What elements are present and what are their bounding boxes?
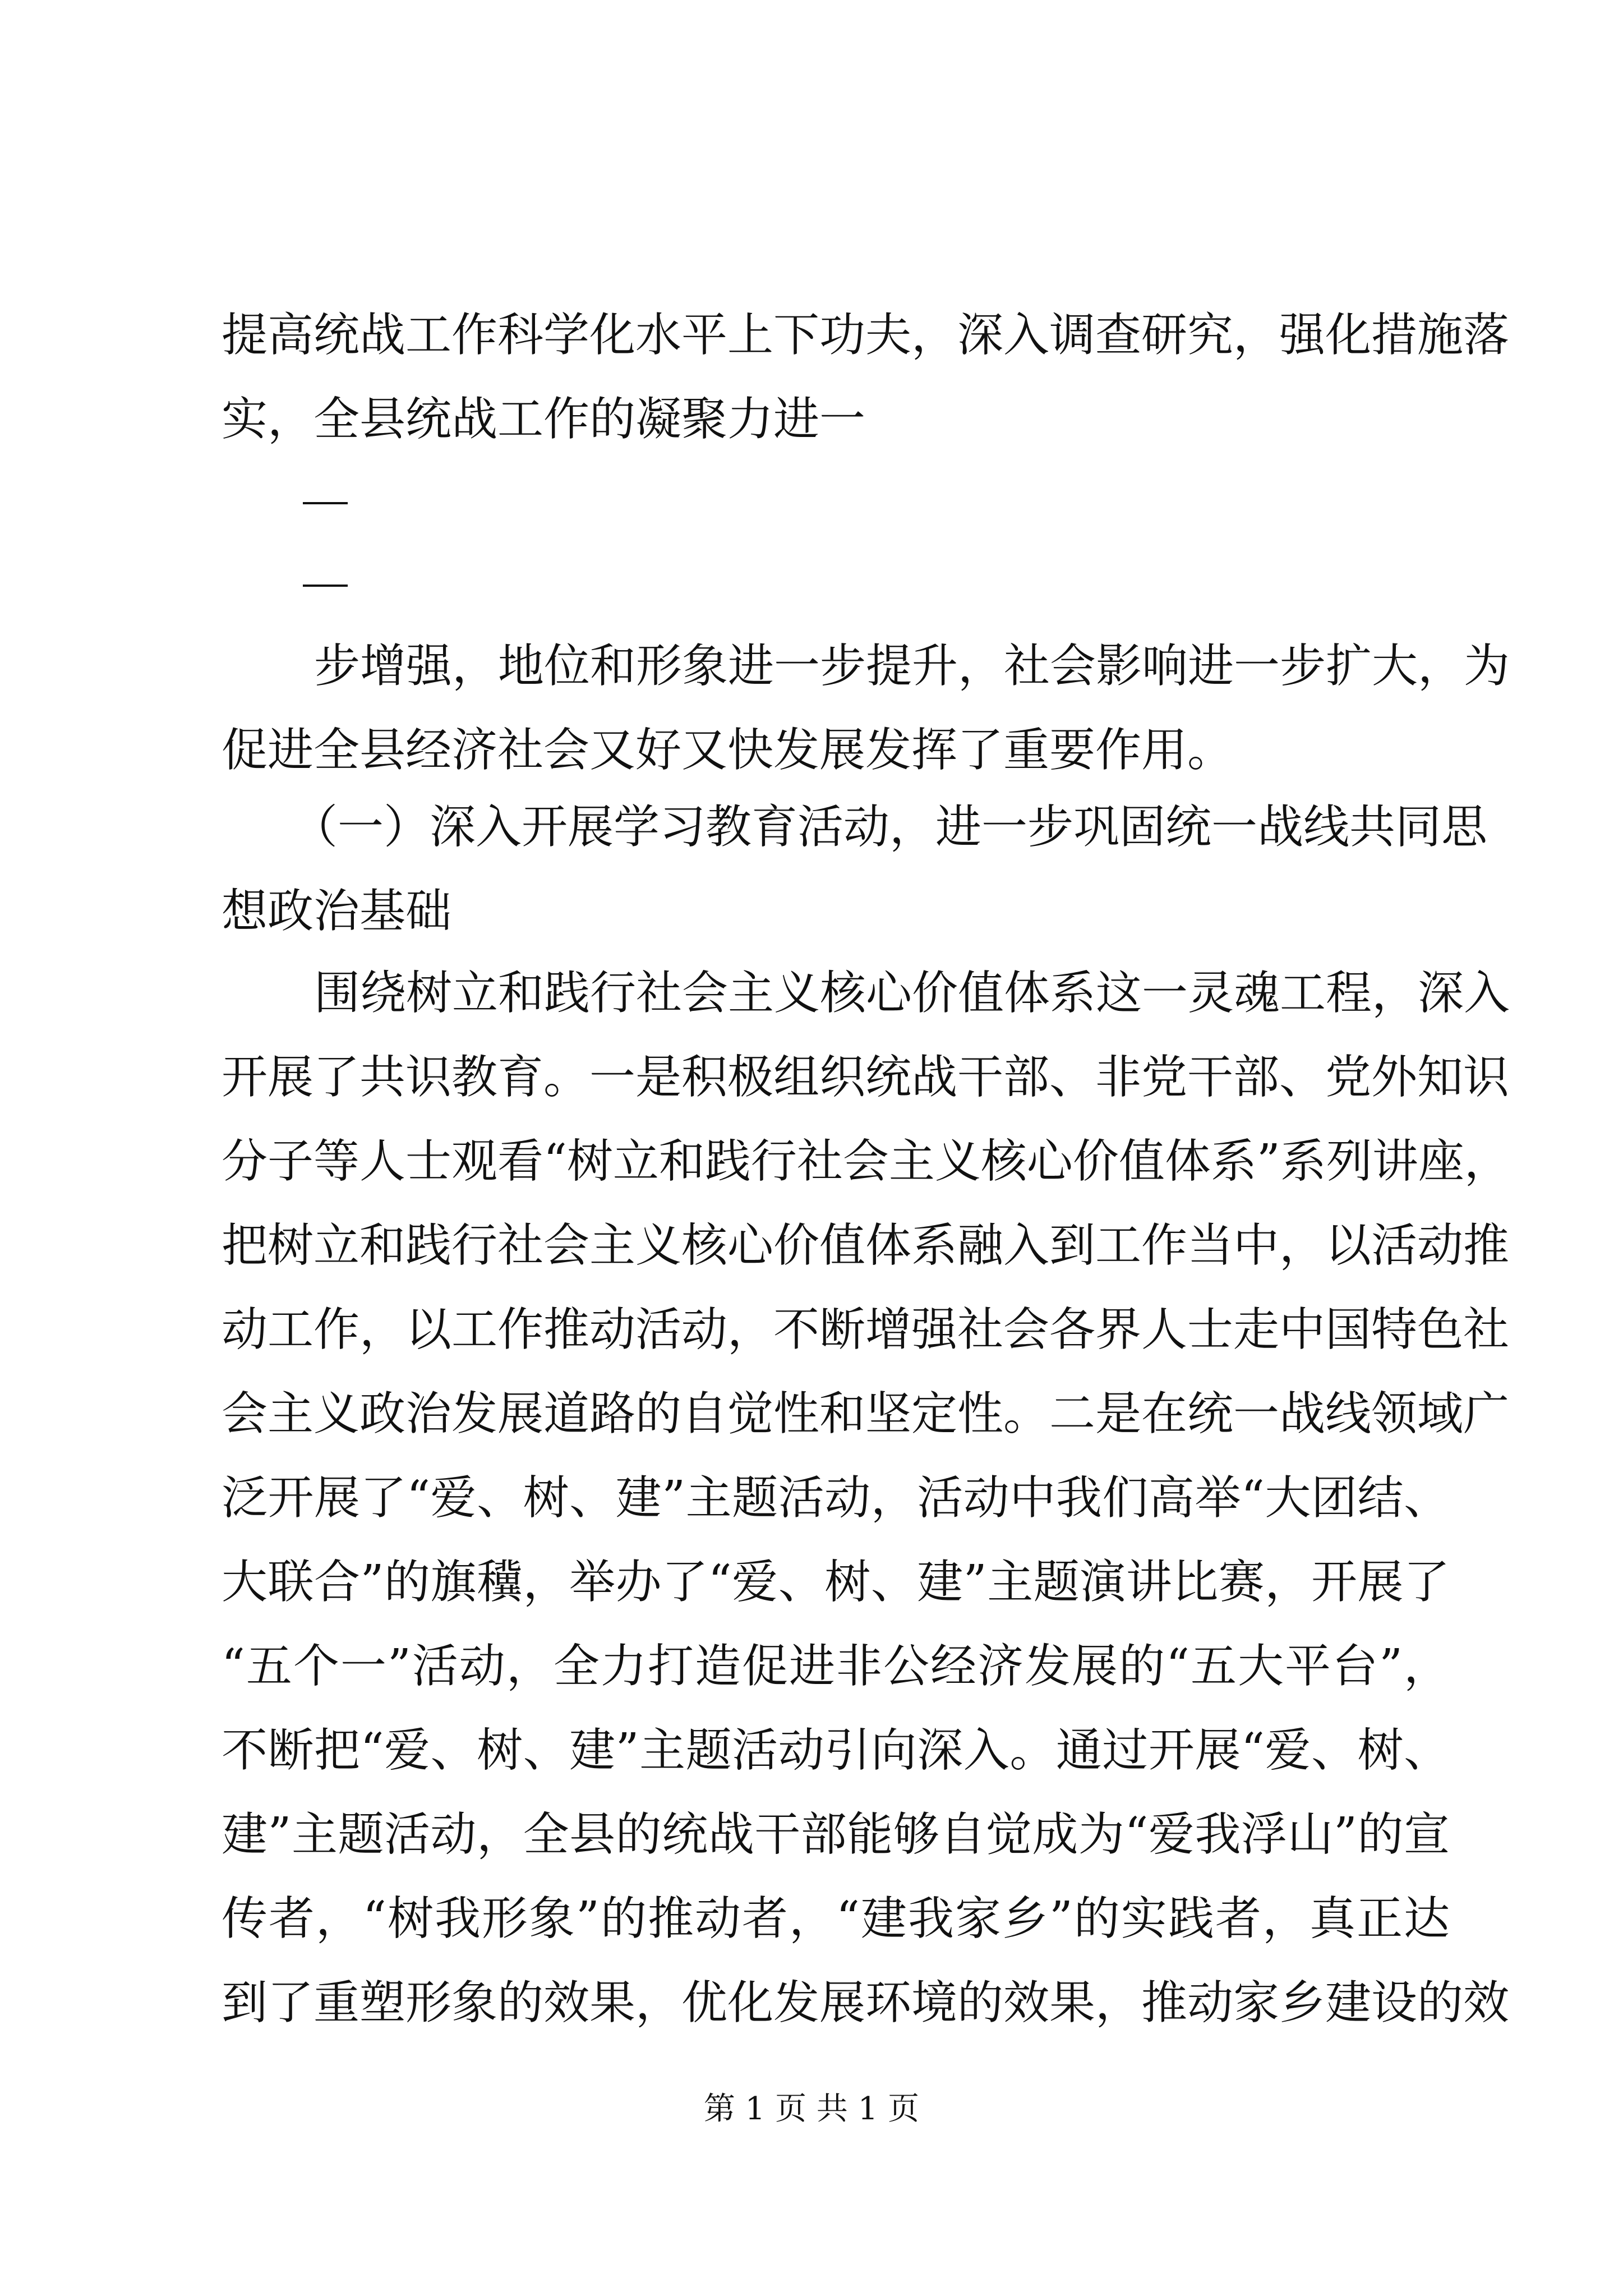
- text-line: 促进全县经济社会又好又快发展发挥了重要作用。: [222, 724, 1234, 777]
- text-line: 到了重塑形象的效果，优化发展环境的效果，推动家乡建设的效: [222, 1976, 1510, 2030]
- text-line: 不断把“爱、树、建”主题活动引向深入。通过开展“爱、树、: [222, 1724, 1450, 1777]
- text-line: 围绕树立和践行社会主义核心价值体系这一灵魂工程，深入: [314, 967, 1510, 1020]
- section-heading: （一）深入开展学习教育活动，进一步巩固统一战线共同思: [292, 800, 1488, 854]
- text-line: 动工作，以工作推动活动，不断增强社会各界人士走中国特色社: [222, 1303, 1510, 1356]
- text-line: 把树立和践行社会主义核心价值体系融入到工作当中，以活动推: [222, 1219, 1510, 1272]
- text-line: 步增强，地位和形象进一步提升，社会影响进一步扩大，为: [314, 639, 1510, 693]
- section-heading: 想政治基础: [222, 885, 452, 938]
- text-line: “五个一”活动，全力打造促进非公经济发展的“五大平台”，: [222, 1640, 1450, 1693]
- text-line: 实，全县统战工作的凝聚力进一: [222, 393, 866, 446]
- text-line: 提高统战工作科学化水平上下功夫，深入调查研究，强化措施落: [222, 309, 1510, 362]
- text-line: 传者，“树我形象”的推动者，“建我家乡”的实践者，真正达: [222, 1892, 1450, 1945]
- text-line: 会主义政治发展道路的自觉性和坚定性。二是在统一战线领域广: [222, 1387, 1510, 1441]
- text-line: 开展了共识教育。一是积极组织统战干部、非党干部、党外知识: [222, 1051, 1510, 1104]
- text-line: 泛开展了“爱、树、建”主题活动，活动中我们高举“大团结、: [222, 1471, 1450, 1525]
- text-line: 建”主题活动，全县的统战干部能够自觉成为“爱我浮山”的宣: [222, 1808, 1450, 1861]
- dash-mark: [303, 585, 348, 587]
- text-line: 分子等人士观看“树立和践行社会主义核心价值体系”系列讲座，: [222, 1135, 1510, 1188]
- dash-mark: [303, 502, 348, 504]
- text-line: 大联合”的旗䆊，举办了“爱、树、建”主题演讲比赛，开展了: [222, 1556, 1450, 1609]
- page-number-footer: 第 1 页 共 1 页: [703, 2091, 920, 2127]
